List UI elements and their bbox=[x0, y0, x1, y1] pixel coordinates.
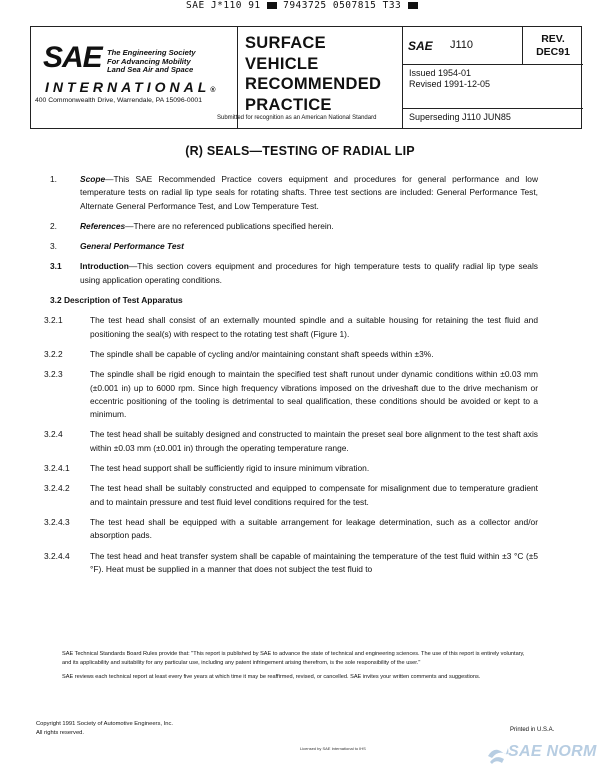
section-text: —This SAE Recommended Practice covers equipment and procedures for general performance and low temperature tests on radial lip type seals for rotating shafts. Three test sections are included: General Performance Test, Alternate General Performance Test, and Low Temperature Test. bbox=[80, 174, 538, 211]
sae-address: 400 Commonwealth Drive, Warrendale, PA 15096-0001 bbox=[35, 97, 202, 104]
sae-logo-block bbox=[31, 27, 238, 128]
title-line-1: SURFACE bbox=[245, 34, 326, 52]
section-text: The spindle shall be rigid enough to maintain the specified test shaft runout under dynamic conditions within ±0.03 mm (±0.001 in) up to 6000 rpm. Since high frequency vibrations imposed on the driveshaft due to the drive mechanism or eccentric positioning of the tooling is detrimental to seal qualification, these conditions should be avoided or kept to a minimum. bbox=[90, 369, 538, 420]
top-stamp bbox=[186, 0, 418, 11]
org-line-2: For Advancing Mobility bbox=[107, 56, 191, 66]
section-heading: General Performance Test bbox=[80, 241, 184, 252]
superseding-divider bbox=[403, 108, 583, 109]
section-3-2-4-4 bbox=[44, 550, 538, 577]
section-number: 3.2.2 bbox=[44, 348, 63, 359]
rev-value: DEC91 bbox=[536, 46, 570, 58]
section-number: 3.2.4.1 bbox=[44, 463, 70, 474]
section-3-1 bbox=[44, 260, 538, 287]
copyright-line-1: Copyright 1991 Society of Automotive Engineers, Inc. bbox=[36, 721, 173, 727]
section-3-2-4-1 bbox=[44, 462, 538, 475]
section-number: 3.2.4.2 bbox=[44, 483, 70, 494]
section-number: 3.1 bbox=[50, 261, 62, 272]
section-number: 3.2.4 bbox=[44, 429, 63, 440]
section-number: 2. bbox=[50, 220, 57, 231]
section-heading: Introduction bbox=[80, 261, 129, 272]
section-text: The test head shall be suitably designed and constructed to maintain the preset seal bore alignment to the test shaft axis within ±0.03 mm (±0.001 in) through the operating temperature range. bbox=[90, 429, 538, 453]
issued-date: Issued 1954-01 bbox=[409, 68, 472, 78]
section-number: 3. bbox=[50, 241, 57, 252]
section-3-2-3 bbox=[44, 368, 538, 421]
section-text: The test head and heat transfer system shall be capable of maintaining the temperature of the test fluid within ±3 °C (±5 °F). Heat must be supplied in a manner that does not subject the test fluid to bbox=[90, 550, 538, 574]
section-text: The test head shall be equipped with a suitable arrangement for leakage determination, such as a collector and/or absorption pads. bbox=[90, 516, 538, 541]
section-number: 3.2.1 bbox=[44, 315, 63, 326]
review-note: SAE reviews each technical report at least every five years at which time it may be reaffirmed, revised, or cancelled. SAE invites your written comments and suggestions. bbox=[62, 674, 481, 680]
stamp-left: SAE J*110 91 bbox=[186, 0, 261, 11]
international-label bbox=[45, 79, 215, 95]
tsb-rules-note: SAE Technical Standards Board Rules provide that: "This report is published by SAE to advance the state of technical and engineering sciences. The use of this report is entirely voluntary, and its applicability and suitability for any particular use, including any patent infringement arising therefrom, is the sole responsibility of the user." bbox=[62, 651, 525, 666]
doc-number-cell bbox=[403, 27, 523, 65]
issue-dates bbox=[409, 68, 490, 90]
rev-label: REV. bbox=[541, 33, 565, 45]
registered-mark: ® bbox=[210, 87, 216, 94]
sae-logo-mark: SAE bbox=[43, 41, 102, 74]
section-3-2-4 bbox=[44, 428, 538, 455]
org-line-1: The Engineering Society bbox=[107, 48, 196, 57]
practice-title bbox=[245, 33, 381, 115]
section-references bbox=[44, 220, 538, 233]
section-3-2-1 bbox=[44, 314, 538, 341]
document-id-block bbox=[402, 27, 583, 128]
section-text: The spindle shall be capable of cycling and/or maintaining constant shaft speeds within ±3%. bbox=[90, 348, 434, 359]
title-line-2: VEHICLE bbox=[245, 54, 319, 73]
stamp-block-end bbox=[408, 2, 418, 9]
title-line-4: PRACTICE bbox=[245, 95, 332, 114]
international-text: INTERNATIONAL bbox=[45, 79, 211, 95]
sae-norm-logo-text: SAE NORM bbox=[508, 743, 597, 760]
section-heading: Scope bbox=[80, 174, 106, 184]
submitted-note: Submitted for recognition as an American National Standard bbox=[217, 115, 377, 121]
org-line-3: Land Sea Air and Space bbox=[107, 65, 194, 74]
section-number: 3.2.4.3 bbox=[44, 516, 70, 527]
doc-sae-mark: SAE bbox=[408, 39, 433, 53]
section-3-2-4-3 bbox=[44, 516, 538, 543]
section-number: 3.2.3 bbox=[44, 369, 63, 380]
section-3-2 bbox=[44, 294, 538, 307]
document-body bbox=[44, 173, 538, 583]
section-number: 1. bbox=[50, 174, 57, 184]
sae-norm-wave-icon-2 bbox=[490, 757, 504, 764]
section-3-2-4-2 bbox=[44, 482, 538, 509]
title-line-3: RECOMMENDED bbox=[245, 75, 382, 93]
stamp-block bbox=[267, 2, 277, 9]
footer-notes bbox=[62, 650, 532, 688]
section-heading: 3.2 Description of Test Apparatus bbox=[50, 295, 183, 306]
document-header bbox=[30, 26, 582, 129]
section-number: 3.2.4.4 bbox=[44, 550, 70, 561]
section-heading: References bbox=[80, 220, 126, 231]
section-text: —This section covers equipment and procedures for high temperature tests to qualify radial lip type seals using application operating conditions. bbox=[80, 261, 538, 285]
doc-number: J110 bbox=[450, 39, 474, 51]
section-general-performance bbox=[44, 240, 538, 253]
section-text: The test head shall consist of an externally mounted spindle and a suitable housing for retaining the test fluid and positioning the seal(s) with respect to the rotating test shaft (Figure 1). bbox=[90, 315, 538, 339]
printed-in: Printed in U.S.A. bbox=[510, 727, 555, 733]
section-text: —There are no referenced publications specified herein. bbox=[125, 220, 334, 231]
section-3-2-2 bbox=[44, 348, 538, 361]
section-text: The test head support shall be sufficiently rigid to insure minimum vibration. bbox=[90, 463, 370, 474]
copyright bbox=[36, 720, 173, 738]
revision-cell bbox=[523, 27, 583, 65]
copyright-line-2: All rights reserved. bbox=[36, 730, 85, 736]
org-tagline bbox=[107, 49, 196, 75]
section-text: The test head shall be suitably constructed and equipped to compensate for misalignment due to temperature gradient and to maintain pressure and test fluid level conditions required for the test. bbox=[90, 483, 538, 507]
license-note: Licensed by SAE International to IHS bbox=[300, 746, 366, 751]
superseding: Superseding J110 JUN85 bbox=[409, 112, 511, 122]
stamp-right: 7943725 0507815 T33 bbox=[283, 0, 402, 11]
sae-norm-wave-icon bbox=[488, 748, 508, 758]
revised-date: Revised 1991-12-05 bbox=[409, 79, 491, 89]
document-title: (R) SEALS—TESTING OF RADIAL LIP bbox=[185, 144, 415, 158]
section-scope bbox=[44, 173, 538, 213]
